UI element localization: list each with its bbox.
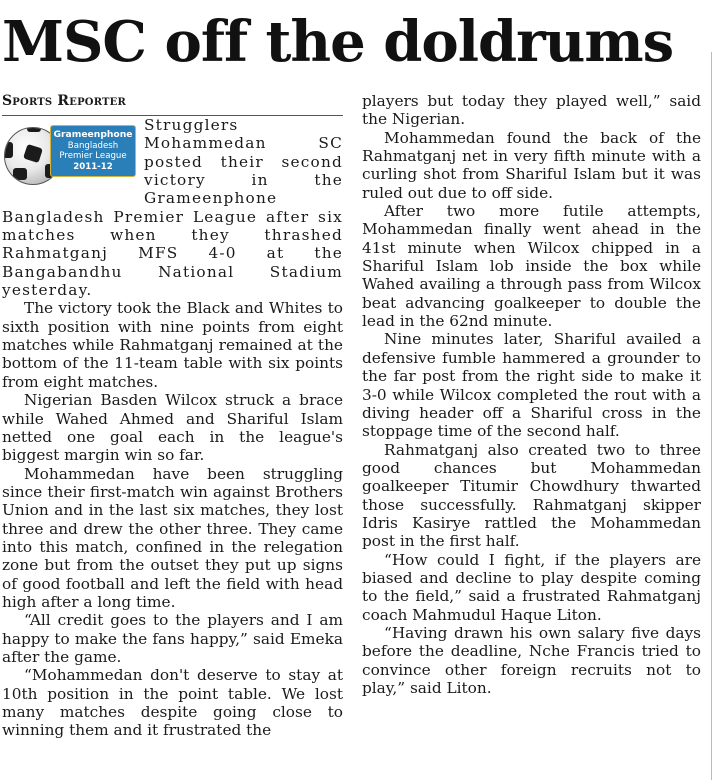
- article-paragraph: players but today they played well,” said the Nigerian.: [362, 92, 701, 129]
- league-logo: [2, 121, 138, 191]
- article-paragraph: “How could I fight, if the players are biased and decline to play despite coming to the field,” said a frustrated Rahmatganj coach Mahmudul Haque Liton.: [362, 550, 701, 624]
- byline: Sports Reporter: [2, 92, 343, 116]
- left-column: [2, 92, 343, 740]
- article-paragraph: After two more futile attempts, Mohammedan finally went ahead in the 41st minute when Wilcox chipped in a Shariful Islam lob inside the box while Wahed availing a through pass from Wilcox beat advancing goalkeeper to double the lead in the 62nd minute.: [362, 202, 701, 331]
- badge-line: Grameenphone: [53, 129, 133, 140]
- article-paragraph: Strugglers Mohammedan SC posted their second victory in the Grameenphone Bangladesh Premier League after six matches when they thrashed Rahmatganj MFS 4-0 at the Bangabandhu National Stadium yesterday.: [2, 116, 343, 300]
- badge-line: Premier League: [59, 151, 127, 161]
- article-paragraph: The victory took the Black and Whites to sixth position with nine points from eight matches while Rahmatganj remained at the bottom of the 11-team table with six points from eight matches.: [2, 299, 343, 391]
- article-paragraph: “Mohammedan don't deserve to stay at 10th position in the point table. We lost many matches despite going close to winning them and it frustrated the: [2, 666, 343, 740]
- article-paragraph: “Having drawn his own salary five days before the deadline, Nche Francis tried to convince other foreign recruits not to play,” said Liton.: [362, 623, 701, 697]
- article-paragraph: Nigerian Basden Wilcox struck a brace while Wahed Ahmed and Shariful Islam netted one goal each in the league's biggest margin win so far.: [2, 391, 343, 465]
- article-paragraph: Mohammedan have been struggling since their first-match win against Brothers Union and in the last six matches, they lost three and drew the other three. They came into this match, confined in the relegation zone but from the outset they put up signs of good football and left the field with head high after a long time.: [2, 464, 343, 611]
- badge-line: Bangladesh: [67, 140, 119, 151]
- column-rule: [711, 52, 712, 780]
- right-column: [362, 92, 701, 697]
- headline: MSC off the doldrums: [2, 9, 674, 75]
- league-badge: [50, 125, 136, 177]
- article-paragraph: Rahmatganj also created two to three good chances but Mohammedan goalkeeper Titumir Chowdhury thwarted those successfully. Rahmatganj skipper Idris Kasirye rattled the Mohammedan post in the first half.: [362, 440, 701, 551]
- article-paragraph: Mohammedan found the back of the Rahmatganj net in very fifth minute with a curling shot from Shariful Islam but it was ruled out due to off side.: [362, 128, 701, 202]
- article-paragraph: “All credit goes to the players and I am happy to make the fans happy,” said Emeka after the game.: [2, 611, 343, 666]
- article-paragraph: Nine minutes later, Shariful availed a defensive fumble hammered a grounder to the far post from the right side to make it 3-0 while Wilcox completed the rout with a diving header off a Shariful cross in the stoppage time of the second half.: [362, 330, 701, 441]
- badge-line: 2011-12: [73, 161, 113, 172]
